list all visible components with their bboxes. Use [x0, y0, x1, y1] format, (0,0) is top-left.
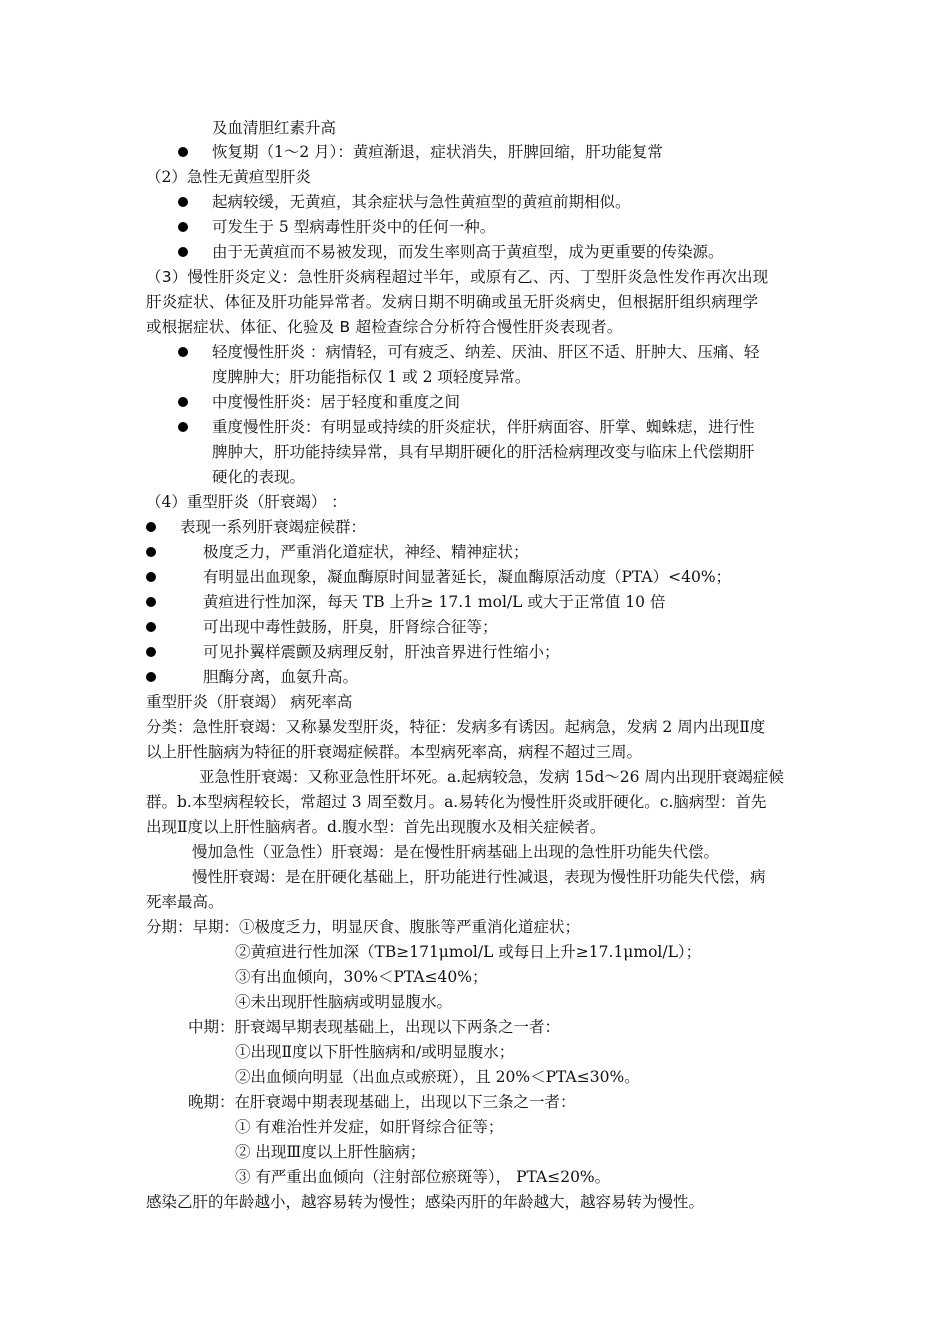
text-line: 可出现中毒性鼓肠，肝臭，肝肾综合征等； — [203, 618, 498, 636]
bullet-icon — [178, 222, 188, 232]
text-line: 重度慢性肝炎：有明显或持续的肝炎症状，伴肝病面容、肝掌、蜘蛛痣，进行性 — [212, 418, 755, 436]
text-line: ②出血倾向明显（出血点或瘀斑），且 20%＜PTA≤30%。 — [235, 1068, 640, 1086]
text-line: 中期：肝衰竭早期表现基础上，出现以下两条之一者： — [188, 1018, 561, 1036]
bullet-icon — [146, 572, 156, 582]
bullet-icon — [178, 247, 188, 257]
text-line: 感染乙肝的年龄越小，越容易转为慢性；感染丙肝的年龄越大，越容易转为慢性。 — [146, 1193, 705, 1211]
bullet-icon — [146, 622, 156, 632]
text-line: 轻度慢性肝炎 ：病情轻，可有疲乏、纳差、厌油、肝区不适、肝肿大、压痛、轻 — [212, 343, 760, 361]
bullet-icon — [178, 422, 188, 432]
bullet-icon — [178, 197, 188, 207]
bullet-icon — [146, 597, 156, 607]
text-line: 分类：急性肝衰竭：又称暴发型肝炎，特征：发病多有诱因。起病急，发病 2 周内出现Ⅱ度 — [146, 718, 766, 736]
bullet-icon — [178, 347, 188, 357]
section-heading: 重型肝炎（肝衰竭） 病死率高 — [146, 693, 353, 711]
bullet-icon — [146, 647, 156, 657]
text-line: 由于无黄疸而不易被发现，而发生率则高于黄疸型，成为更重要的传染源。 — [212, 243, 724, 261]
bullet-icon — [146, 547, 156, 557]
bullet-icon — [178, 397, 188, 407]
bullet-icon — [146, 522, 156, 532]
text-line: ② 出现Ⅲ度以上肝性脑病； — [235, 1143, 426, 1161]
text-line: ③有出血倾向，30%＜PTA≤40%； — [235, 968, 488, 986]
text-line: 分期：早期：①极度乏力，明显厌食、腹胀等严重消化道症状； — [146, 918, 581, 936]
bullet-icon — [178, 147, 188, 157]
text-line: 表现一系列肝衰竭症候群： — [180, 518, 367, 536]
text-line: ①出现Ⅱ度以下肝性脑病和/或明显腹水； — [235, 1043, 515, 1061]
text-line: ④未出现肝性脑病或明显腹水。 — [235, 993, 453, 1011]
text-line: 肝炎症状、体征及肝功能异常者。发病日期不明确或虽无肝炎病史，但根据肝组织病理学 — [146, 293, 759, 311]
text-line: 以上肝性脑病为特征的肝衰竭症候群。本型病死率高，病程不超过三周。 — [146, 743, 643, 761]
text-line: 及血清胆红素升高 — [212, 119, 337, 137]
text-line: 脾肿大，肝功能持续异常，具有早期肝硬化的肝活检病理改变与临床上代偿期肝 — [212, 443, 755, 461]
section-heading: （4）重型肝炎（肝衰竭） ： — [146, 493, 347, 511]
text-line: 起病较缓，无黄疸，其余症状与急性黄疸型的黄疸前期相似。 — [212, 193, 631, 211]
text-line: 可发生于 5 型病毒性肝炎中的任何一种。 — [212, 218, 496, 236]
text-line: 或根据症状、体征、化验及 B 超检查综合分析符合慢性肝炎表现者。 — [146, 318, 623, 336]
text-line: 亚急性肝衰竭：又称亚急性肝坏死。a.起病较急，发病 15d～26 周内出现肝衰竭症候 — [199, 768, 784, 786]
bullet-icon — [146, 672, 156, 682]
text-line: ②黄疸进行性加深（TB≥171μmol/L 或每日上升≥17.1μmol/L）； — [235, 943, 702, 961]
section-heading: （3）慢性肝炎定义：急性肝炎病程超过半年，或原有乙、丙、丁型肝炎急性发作再次出现 — [146, 268, 769, 286]
text-line: 群。b.本型病程较长，常超过 3 周至数月。a.易转化为慢性肝炎或肝硬化。c.脑病型：首先 — [146, 793, 767, 811]
text-line: 恢复期（1～2 月）：黄疸渐退，症状消失，肝脾回缩，肝功能复常 — [212, 143, 663, 161]
text-line: 晚期：在肝衰竭中期表现基础上，出现以下三条之一者： — [188, 1093, 576, 1111]
text-line: 硬化的表现。 — [212, 468, 306, 486]
text-line: 胆酶分离，血氨升高。 — [203, 668, 359, 686]
text-line: 有明显出血现象，凝血酶原时间显著延长，凝血酶原活动度（PTA）<40%； — [203, 568, 732, 586]
text-line: 度脾肿大；肝功能指标仅 1 或 2 项轻度异常。 — [212, 368, 531, 386]
text-line: 出现Ⅱ度以上肝性脑病者。d.腹水型：首先出现腹水及相关症候者。 — [146, 818, 606, 836]
text-line: 可见扑翼样震颤及病理反射，肝浊音界进行性缩小； — [203, 643, 560, 661]
text-line: 慢性肝衰竭：是在肝硬化基础上，肝功能进行性减退，表现为慢性肝功能失代偿，病 — [192, 868, 766, 886]
text-line: 极度乏力，严重消化道症状，神经、精神症状； — [203, 543, 529, 561]
text-line: ① 有难治性并发症，如肝肾综合征等； — [235, 1118, 504, 1136]
text-line: 中度慢性肝炎：居于轻度和重度之间 — [212, 393, 461, 411]
text-line: ③ 有严重出血倾向（注射部位瘀斑等）， PTA≤20%。 — [235, 1168, 611, 1186]
section-heading: （2）急性无黄疸型肝炎 — [146, 168, 311, 186]
text-line: 死率最高。 — [146, 893, 224, 911]
text-line: 黄疸进行性加深，每天 TB 上升≥ 17.1 mol/L 或大于正常值 10 倍 — [203, 593, 666, 611]
text-line: 慢加急性（亚急性）肝衰竭：是在慢性肝病基础上出现的急性肝功能失代偿。 — [192, 843, 720, 861]
